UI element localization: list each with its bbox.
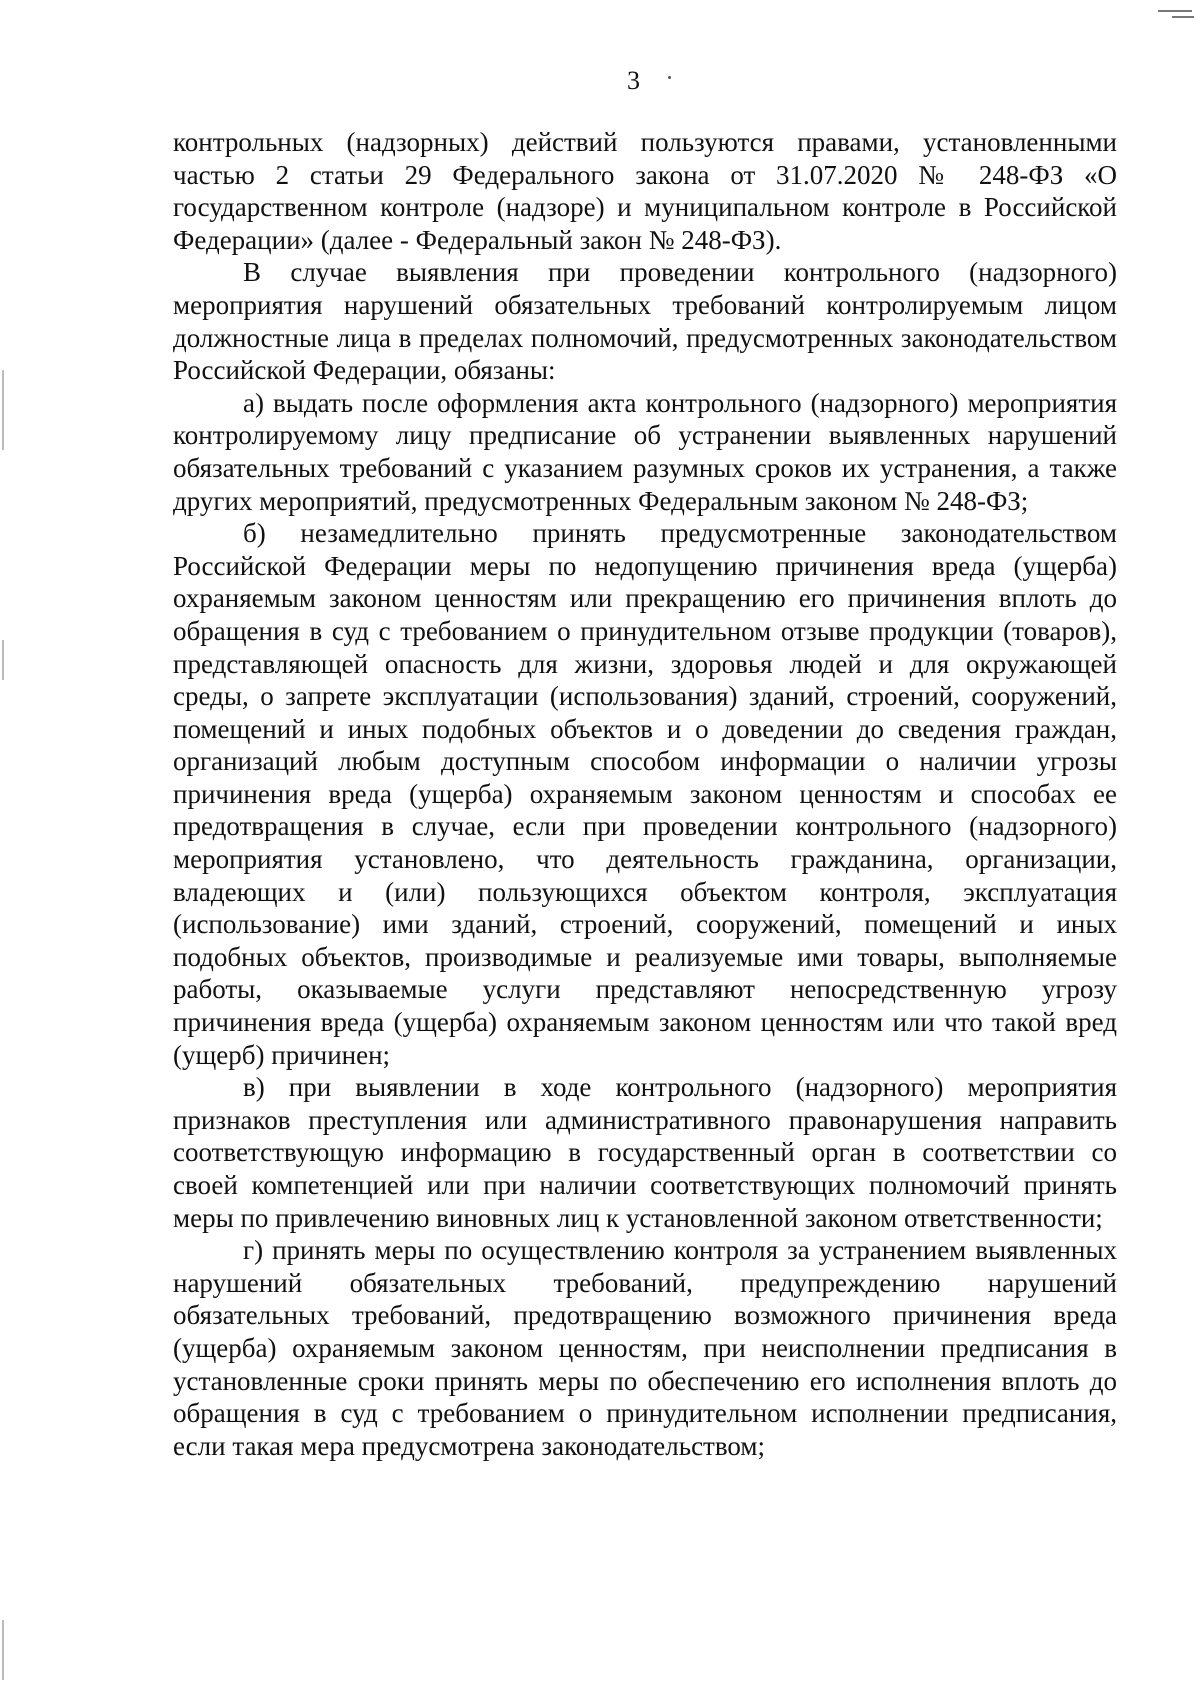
scan-edge-shadow xyxy=(2,1620,4,1680)
document-body xyxy=(173,126,1117,1462)
scan-dot xyxy=(668,76,671,79)
scan-edge-mark xyxy=(1158,10,1192,12)
scan-edge-mark xyxy=(1172,16,1194,18)
paragraph-continuation: контрольных (надзорных) действий пользуются правами, установленными частью 2 статьи 29 Федерального закона от 31.07.2020 № 248-ФЗ «О государственном контроле (надзоре) и муниципальном контроле в Российской Федерации» (далее - Федеральный закон № 248-ФЗ). xyxy=(173,127,1117,255)
paragraph-item-v: в) при выявлении в ходе контрольного (надзорного) мероприятия признаков преступления или административного правонарушения направить соответствующую информацию в государственный орган в соответствии со своей компетенцией или при наличии соответствующих полномочий принять меры по привлечению виновных лиц к установленной законом ответственности; xyxy=(173,1072,1117,1233)
paragraph-item-g: г) принять меры по осуществлению контроля за устранением выявленных нарушений обязательных требований, предупреждению нарушений обязательных требований, предотвращению возможного причинения вреда (ущерба) охраняемым законом ценностям, при неисполнении предписания в установленные сроки принять меры по обеспечению его исполнения вплоть до обращения в суд с требованием о принудительном исполнении предписания, если такая мера предусмотрена законодательством; xyxy=(173,1235,1117,1461)
scan-edge-shadow xyxy=(2,640,4,680)
paragraph-obligations-intro: В случае выявления при проведении контрольного (надзорного) мероприятия нарушений обязательных требований контролируемым лицом должностные лица в пределах полномочий, предусмотренных законодательством Российской Федерации, обязаны: xyxy=(173,257,1117,386)
scan-edge-shadow xyxy=(2,370,4,450)
paragraph-item-b: б) незамедлительно принять предусмотренные законодательством Российской Федерации меры по недопущению причинения вреда (ущерба) охраняемым законом ценностям или прекращению его причинения вплоть до обращения в суд с требованием о принудительном отзыве продукции (товаров), представляющей опасность для жизни, здоровья людей и для окружающей среды, о запрете эксплуатации (использования) зданий, строений, сооружений, помещений и иных подобных объектов и о доведении до сведения граждан, организаций любым доступным способом информации о наличии угрозы причинения вреда (ущерба) охраняемым законом ценностям и способах ее предотвращения в случае, если при проведении контрольного (надзорного) мероприятия установлено, что деятельность гражданина, организации, владеющих и (или) пользующихся объектом контроля, эксплуатация (использование) ими зданий, строений, сооружений, помещений и иных подобных объектов, производимые и реализуемые ими товары, выполняемые работы, оказываемые услуги представляют непосредственную угрозу причинения вреда (ущерба) охраняемым законом ценностям или что такой вред (ущерб) причинен; xyxy=(173,518,1117,1070)
page-number: 3 xyxy=(627,66,640,95)
paragraph-item-a: а) выдать после оформления акта контрольного (надзорного) мероприятия контролируемому лицу предписание об устранении выявленных нарушений обязательных требований с указанием разумных сроков их устранения, а также других мероприятий, предусмотренных Федеральным законом № 248-ФЗ; xyxy=(173,387,1117,516)
